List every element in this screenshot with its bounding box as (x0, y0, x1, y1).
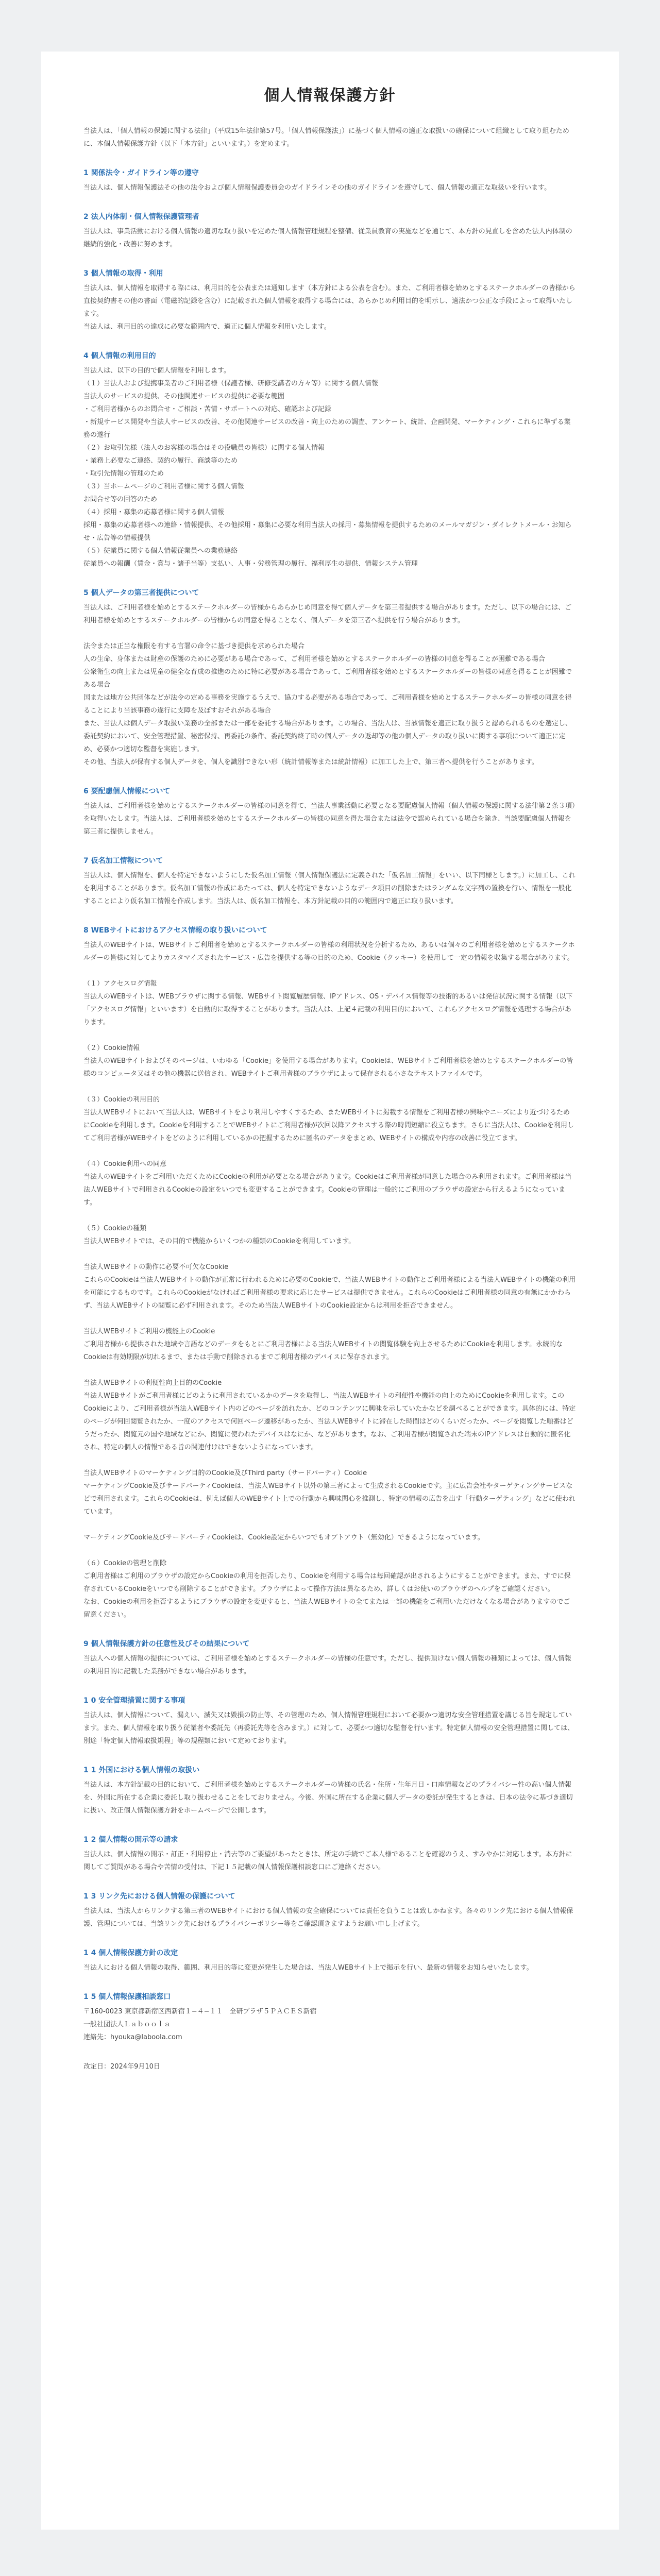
section-paragraph: （５）Cookieの種類 (83, 1225, 147, 1232)
section-paragraph: 当法人WEBサイトがご利用者様にどのように利用されているかのデータを取得し、当法人WEBサイトの利便性や機能の向上のためにCookieを利用します。このCookieにより、ご利用者様が当法人WEBサイト内のどのページを訪れたか、どのコンテンツに興味を示していたかなどを調べることができます。具体的には、特定のページが何回閲覧されたか、一度のアクセスで何回ページ遷移があったか、当法人WEBサイトに滞在した時間はどのくらいだったか、ページを閲覧した順番はどうだったか、閲覧元の国や地域などにか、閲覧に使われたデバイスはなにか、などがあります。なお、ご利用者様が閲覧された端末のIPアドレスは自動的に匿名化され、特定の個人の情報である旨の関連付けはできないようになっています。 (83, 1392, 576, 1451)
section-paragraph: お問合せ等の回答のため (83, 496, 158, 503)
sections (83, 167, 577, 2044)
policy-section (83, 167, 577, 194)
section-heading: 7 仮名加工情報について (83, 857, 163, 865)
section-paragraph: 従業員への報酬（賃金・賞与・諸手当等）支払い、人事・労務管理の履行、福利厚生の提供、情報システム管理 (83, 560, 418, 568)
section-paragraph: 当法人は、本方針記載の目的において、ご利用者様を始めとするステークホルダーの皆様の氏名・住所・生年月日・口座情報などのプライバシー性の高い個人情報を、外国に所在する企業に委託し取り扱わせることをしておりません。今後、外国に所在する企業に個人データの委託が発生するときは、日本の法令に基づき適切に扱い、改正個人情報保護方針をホームページで公開します。 (83, 1781, 573, 1815)
intro (83, 125, 577, 150)
section-heading: 1 1 外国における個人情報の取扱い (83, 1766, 200, 1774)
section-paragraph: 当法人は、事業活動における個人情報の適切な取り扱いを定めた個人情報管理規程を整備、従業員教育の実施などを通じて、本方針の見直しを含めた法人内体制の継続的強化・改善に努めます。 (83, 228, 572, 248)
section-paragraph: 当法人は、ご利用者様を始めとするステークホルダーの皆様の同意を得て、当法人事業活動に必要となる要配慮個人情報（個人情報の保護に関する法律第２条３項）を取得いたします。当法人は、ご利用者様を始めとするステークホルダーの皆様の同意を得た場合または法令で認められている場合を除き、当該要配慮個人情報を第三者に提供しません。 (83, 802, 576, 836)
policy-section (83, 1638, 577, 1678)
section-heading: 9 個人情報保護方針の任意性及びその結果について (83, 1640, 250, 1648)
section-heading: 1 関係法令・ガイドライン等の遵守 (83, 169, 199, 177)
policy-section (83, 855, 577, 908)
policy-section (83, 924, 577, 1621)
section-paragraph: 当法人のWEBサイトをご利用いただくためにCookieの利用が必要となる場合があります。Cookieはご利用者様が同意した場合のみ利用されます。ご利用者様は当法人WEBサイトで利用されるCookieの設定をいつでも変更することができます。Cookieの管理は一般的にご利用のブラウザの設定から行えるようになっています。 (83, 1173, 572, 1207)
section-paragraph: （１）アクセスログ情報 (83, 980, 157, 988)
section-heading: 5 個人データの第三者提供について (83, 589, 199, 597)
section-paragraph: （６）Cookieの管理と削除 (83, 1560, 167, 1567)
paragraph-gap (83, 1080, 577, 1093)
policy-card (41, 52, 619, 2530)
paragraph-gap (83, 1029, 577, 1042)
revision-date: 改定日：2024年9月10日 (83, 2063, 160, 2071)
section-paragraph: その他、当法人が保有する個人データを、個人を識別できない形（統計情報等または統計情報）に加工した上で、第三者へ提供を行うことがあります。 (83, 758, 538, 766)
section-paragraph: 当法人は、個人情報を、個人を特定できないようにした仮名加工情報（個人情報保護法に定義された「仮名加工情報」をいい、以下同様とします。）に加工し、これを利用することがあります。仮名加工情報の作成にあたっては、個人を特定できないようなデータ項目の削除またはランダムな文字列の置換を行い、情報を一般化することにより仮名加工情報を作成します。当法人は、仮名加工情報を、本方針記載の目的の範囲内で適正に取り扱います。 (83, 872, 576, 905)
section-paragraph: 当法人は、個人情報保護法その他の法令および個人情報保護委員会のガイドラインその他のガイドラインを遵守して、個人情報の適正な取扱いを行います。 (83, 184, 551, 192)
section-paragraph: （４）採用・募集の応募者様に関する個人情報 (83, 509, 225, 516)
policy-section (83, 1991, 577, 2044)
section-paragraph: 当法人は、当法人からリンクする第三者のWEBサイトにおける個人情報の安全確保については責任を負うことは致しかねます。各々のリンク先における個人情報保護、管理については、当該リンク先におけるプライバシーポリシー等をご確認頂きますようお願い申し上げます。 (83, 1907, 573, 1928)
section-paragraph: 当法人は、個人情報を取得する際には、利用目的を公表または通知します（本方針による公表を含む）。また、ご利用者様を始めとするステークホルダーの皆様から直接契約書その他の書面（電磁的記録を含む）に記載された個人情報を取得する場合には、あらかじめ利用目的を明示し、適法かつ公正な手段によって取得いたします。 (83, 284, 576, 318)
paragraph-gap (83, 1544, 577, 1557)
section-heading: 1 3 リンク先における個人情報の保護について (83, 1892, 235, 1901)
section-paragraph: 一般社団法人Ｌａｂｏｏｌａ (83, 2021, 171, 2028)
section-paragraph: 当法人WEBサイトの動作に必要不可欠なCookie (83, 1263, 229, 1271)
section-paragraph: 当法人WEBサイトにおいて当法人は、WEBサイトをより利用しやすくするため、またWEBサイトに掲載する情報をご利用者様の興味やニーズにより近づけるためにCookieを利用します。Cookieを利用することでWEBサイトにご利用者様が次回以降アクセスする際の時間短縮に役立ちます。さらに当法人は、Cookieを利用してご利用者様がWEBサイトをどのように利用しているかの把握するために匿名のデータをまとめ、WEBサイトの構成や内容の改善に役立てます。 (83, 1109, 574, 1142)
policy-section (83, 1890, 577, 1930)
section-paragraph: これらのCookieは当法人WEBサイトの動作が正常に行われるために必要のCookieで、当法人WEBサイトの動作とご利用者様による当法人WEBサイトの機能の利用を可能にするものです。これらのCookieがなければご利用者様の要求に応じたサービスは提供できません。これらのCookieはご利用者様の同意の有無にかかわらず、当法人WEBサイトの閲覧に必ず利用されます。そのため当法人WEBサイトのCookie設定からは利用を拒否できません。 (83, 1276, 576, 1310)
policy-section (83, 1694, 577, 1748)
section-paragraph: 当法人は、個人情報について、漏えい、滅失又は毀損の防止等、その管理のため、個人情報管理規程において必要かつ適切な安全管理措置を講じる旨を規定しています。また、個人情報を取り扱う従業者や委託先（再委託先等を含みます。）に対して、必要かつ適切な監督を行います。特定個人情報の安全管理措置に関しては、別途「特定個人情報取扱規程」等の規程類において定めております。 (83, 1711, 574, 1745)
policy-section (83, 1834, 577, 1874)
intro-paragraph: 当法人は、「個人情報の保護に関する法律」（平成15年法律第57号。「個人情報保護法」）に基づく個人情報の適正な取扱いの確保について組織として取り組むために、本個人情報保護方針（以下「本方針」といいます。）を定めます。 (83, 127, 569, 148)
section-paragraph: （３）当ホームページのご利用者様に関する個人情報 (83, 483, 244, 490)
section-heading: 1 0 安全管理措置に関する事項 (83, 1697, 185, 1705)
section-paragraph: ・ご利用者様からのお問合せ・ご相談・苦情・サポートへの対応、確認および記録 (83, 405, 332, 413)
policy-section (83, 350, 577, 570)
section-paragraph: マーケティングCookie及びサードパーティCookieは、当法人WEBサイト以外の第三者によって生成されるCookieです。主に広告会社やターゲティングサービスなどで利用されます。これらのCookieは、例えば個人のWEBサイト上での行動から興味関心を推測し、特定の情報の広告を出す「行動ターゲティング」などに使われています。 (83, 1482, 576, 1516)
section-heading: 2 法人内体制・個人情報保護管理者 (83, 213, 199, 221)
section-heading: 1 5 個人情報保護相談窓口 (83, 1993, 171, 2001)
section-heading: 8 WEBサイトにおけるアクセス情報の取り扱いについて (83, 926, 267, 935)
paragraph-gap (83, 1248, 577, 1261)
section-paragraph: （３）Cookieの利用目的 (83, 1096, 160, 1104)
section-paragraph: （２）お取引先様（法人のお客様の場合はその役職員の皆様）に関する個人情報 (83, 444, 325, 452)
policy-section (83, 1947, 577, 1974)
paragraph-gap (83, 1454, 577, 1467)
paragraph-gap (83, 627, 577, 640)
section-paragraph: 採用・募集の応募者様への連絡・情報提供、その他採用・募集に必要な利用当法人の採用・募集情報を提供するためのメールマガジン・ダイレクトメール・お知らせ・広告等の情報提供 (83, 521, 572, 542)
section-paragraph: （４）Cookie利用への同意 (83, 1160, 167, 1168)
policy-section (83, 267, 577, 333)
section-heading: 1 2 個人情報の開示等の請求 (83, 1836, 178, 1844)
section-paragraph: 法令または正当な権限を有する官署の命令に基づき提供を求められた場合 (83, 642, 305, 650)
section-paragraph: 当法人における個人情報の取得、範囲、利用目的等に変更が発生した場合は、当法人WEBサイト上で掲示を行い、最新の情報をお知らせいたします。 (83, 1964, 533, 1972)
section-heading: 1 4 個人情報保護方針の改定 (83, 1949, 178, 1957)
section-paragraph: 当法人のWEBサイトおよびそのページは、いわゆる「Cookie」を使用する場合があります。Cookieは、WEBサイトご利用者様を始めとするステークホルダーの皆様のコンピュータ又はその他の機器に送信され、WEBサイトご利用者様のブラウザによって保存される小さなテキストファイルです。 (83, 1057, 573, 1078)
section-paragraph: 当法人WEBサイトご利用の機能上のCookie (83, 1328, 215, 1335)
section-paragraph: 当法人WEBサイトの利便性向上目的のCookie (83, 1379, 222, 1387)
section-paragraph: ・新規サービス開発や当法人サービスの改善、その他関連サービスの改善・向上のための調査、アンケート、統計、企画開発、マーケティング・これらに準ずる業務の遂行 (83, 418, 571, 439)
paragraph-gap (83, 964, 577, 977)
section-paragraph: 連絡先：hyouka@laboola.com (83, 2033, 182, 2041)
section-paragraph: 当法人は、ご利用者様を始めとするステークホルダーの皆様からあらかじめ同意を得て個人データを第三者提供する場合があります。ただし、以下の場合には、ご利用者様を始めとするステークホルダーの皆様からの同意を得ることなく、個人データを第三者へ提供を行う場合があります。 (83, 604, 572, 624)
section-paragraph: なお、Cookieの利用を拒否するようにブラウザの設定を変更すると、当法人WEBサイトの全てまたは一部の機能をご利用いただけなくなる場合がありますのでご留意ください。 (83, 1598, 570, 1619)
section-paragraph: 当法人のサービスの提供、その他関連サービスの提供に必要な範囲 (83, 393, 285, 400)
section-paragraph: 当法人のWEBサイトは、WEBサイトご利用者を始めとするステークホルダーの皆様の利用状況を分析するため、あるいは個々のご利用者様を始めとするステークホルダーの皆様に対してよりカスタマイズされたサービス・広告を提供する等の目的のため、Cookie（クッキー）を使用して一定の情報を収集する場合があります。 (83, 941, 575, 962)
section-paragraph: 〒160-0023 東京都新宿区西新宿１−４−１１ 全研プラザ５ＰＡＣＥＳ新宿 (83, 2008, 317, 2015)
section-paragraph: 当法人WEBサイトでは、その目的で機能からいくつかの種類のCookieを利用しています。 (83, 1238, 356, 1245)
policy-section (83, 785, 577, 838)
section-paragraph: 人の生命、身体または財産の保護のために必要がある場合であって、ご利用者様を始めとするステークホルダーの皆様の同意を得ることが困難である場合 (83, 655, 545, 663)
section-paragraph: 公衆衛生の向上または児童の健全な育成の推進のために特に必要がある場合であって、ご利用者様を始めとするステークホルダーの皆様の同意を得ることが困難である場合 (83, 668, 572, 689)
policy-section (83, 587, 577, 769)
section-paragraph: また、当法人は個人データ取扱い業務の全部または一部を委託する場合があります。この場合、当法人は、当該情報を適正に取り扱うと認められるものを選定し、委託契約において、安全管理措置、秘密保持、再委託の条件、委託契約終了時の個人データの返却等の他の個人データの取り扱いに関する事項について適正に定め、必要かつ適切な監督を実施します。 (83, 720, 572, 753)
policy-section (83, 211, 577, 251)
section-paragraph: ご利用者様はご利用のブラウザの設定からCookieの利用を拒否したり、Cookieを利用する場合は毎回確認が出されるようにすることができます。また、すでに保存されているCookieをいつでも削除することができます。ブラウザによって操作方法は異なるため、詳しくはお使いのブラウザのヘルプをご確認ください。 (83, 1572, 571, 1593)
section-paragraph: （５）従業員に関する個人情報従業員への業務連絡 (83, 547, 238, 555)
paragraph-gap (83, 1518, 577, 1531)
section-paragraph: ・取引先情報の管理のため (83, 470, 164, 478)
section-paragraph: （１）当法人および提携事業者のご利用者様（保護者様、研修受講者の方々等）に関する個人情報 (83, 380, 379, 387)
section-paragraph: ・業務上必要なご連絡、契約の履行、商談等のため (83, 457, 238, 465)
paragraph-gap (83, 1312, 577, 1325)
section-paragraph: 当法人は、以下の目的で個人情報を利用します。 (83, 367, 230, 375)
section-heading: 6 要配慮個人情報について (83, 787, 171, 795)
section-heading: 4 個人情報の利用目的 (83, 352, 156, 360)
section-paragraph: 当法人への個人情報の提供については、ご利用者様を始めとするステークホルダーの皆様の任意です。ただし、提供頂けない個人情報の種類によっては、個人情報の利用目的に記載した業務ができない場合があります。 (83, 1655, 571, 1675)
section-paragraph: マーケティングCookie及びサードパーティCookieは、Cookie設定からいつでもオプトアウト（無効化）できるようになっています。 (83, 1534, 484, 1541)
section-paragraph: ご利用者様から提供された地域や言語などのデータをもとにご利用者様による当法人WEBサイトの閲覧体験を向上させるためにCookieを利用します。永続的なCookieは有効期限が切れるまで、または手動で削除されるまでご利用者様のデバイスに保存されます。 (83, 1341, 563, 1361)
section-paragraph: 当法人は、個人情報の開示・訂正・利用停止・消去等のご要望があったときは、所定の手続でご本人様であることを確認のうえ、すみやかに対応します。本方針に関してご質問がある場合や苦情の受付は、下記１５記載の個人情報保護相談窓口にご連絡ください。 (83, 1851, 572, 1871)
section-heading: 3 個人情報の取得・利用 (83, 269, 163, 278)
section-paragraph: （２）Cookie情報 (83, 1044, 140, 1052)
section-paragraph: 当法人WEBサイトのマーケティング目的のCookie及びThird party（サードパーティ）Cookie (83, 1469, 367, 1477)
paragraph-gap (83, 1364, 577, 1377)
section-paragraph: 国または地方公共団体などが法令の定める事務を実施するうえで、協力する必要がある場合であって、ご利用者様を始めとするステークホルダーの皆様の同意を得ることにより当該事務の遂行に支障を及ぼすおそれがある場合 (83, 694, 572, 715)
section-paragraph: 当法人は、利用目的の達成に必要な範囲内で、適正に個人情報を利用いたします。 (83, 323, 331, 331)
section-paragraph: 当法人のWEBサイトは、WEBブラウザに関する情報、WEBサイト閲覧履歴情報、IPアドレス、OS・デバイス情報等の技術的あるいは発信状況に関する情報（以下「アクセスログ情報」といいます）を自動的に取得することがあります。当法人は、上記４記載の利用目的において、これらアクセスログ情報を処理する場合があります。 (83, 993, 573, 1026)
page-title: 個人情報保護方針 (264, 87, 396, 105)
paragraph-gap (83, 1145, 577, 1158)
policy-section (83, 1764, 577, 1817)
paragraph-gap (83, 1209, 577, 1222)
